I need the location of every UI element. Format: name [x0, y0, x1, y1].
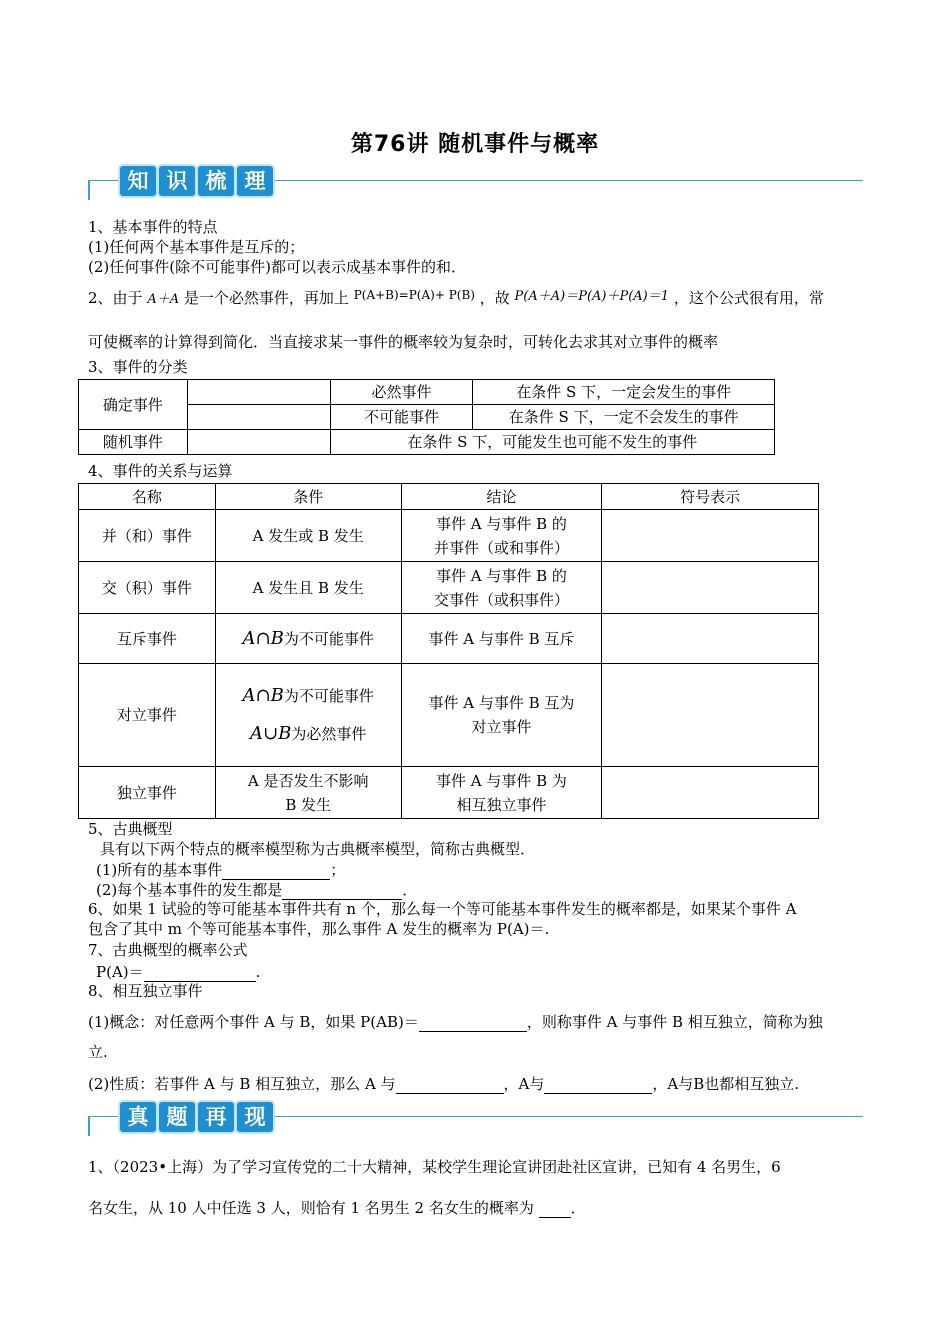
cell-line: 相互独立事件 — [456, 795, 547, 814]
p8-line — [88, 1073, 799, 1094]
header-cell: 符号表示 — [602, 484, 819, 510]
cell: 随机事件 — [79, 430, 188, 455]
cell: 互斥事件 — [79, 614, 216, 664]
section-rule-stub — [88, 1116, 90, 1136]
p8-heading: 8、相互独立事件 — [88, 982, 203, 1000]
cell — [602, 562, 819, 614]
cell: 对立事件 — [79, 664, 216, 767]
cell — [215, 614, 401, 664]
cell — [602, 664, 819, 767]
event-classification-table — [78, 379, 775, 455]
badge-char: 题 — [159, 1102, 195, 1132]
cell — [401, 510, 602, 562]
cell: 在条件 S 下，一定会发生的事件 — [473, 380, 775, 405]
p2-text: 2、由于 — [88, 289, 143, 307]
q1-text: ． — [570, 1199, 586, 1217]
cell — [401, 562, 602, 614]
badge-char: 再 — [198, 1102, 234, 1132]
cell — [602, 614, 819, 664]
q1-text: 名女生，从 10 人中任选 3 人，则恰有 1 名男生 2 名女生的概率为 — [88, 1199, 534, 1217]
cell: 不可能事件 — [330, 405, 473, 430]
header-cell: 结论 — [401, 484, 602, 510]
badge-char: 现 — [237, 1102, 273, 1132]
cell-text: 为必然事件 — [291, 725, 367, 743]
p2-line — [88, 285, 824, 310]
section-rule-stub — [88, 180, 90, 200]
p1-heading: 1、基本事件的特点 — [88, 218, 218, 236]
cell — [187, 405, 330, 430]
fill-blank — [144, 961, 256, 982]
p8-line — [88, 1011, 823, 1032]
p8-line: 立. — [88, 1043, 108, 1061]
cell-line: 对立事件 — [471, 718, 532, 736]
cell: 并（和）事件 — [79, 510, 216, 562]
cell — [401, 664, 602, 767]
p6-line: 6、如果 1 试验的等可能基本事件共有 n 个，那么每一个等可能基本事件发生的概率都是，如果某个事件 A — [88, 900, 797, 918]
cell — [215, 664, 401, 767]
p5-heading: 5、古典概型 — [88, 820, 173, 838]
cell: 确定事件 — [79, 380, 188, 430]
cell-line: 并事件（或和事件） — [433, 538, 569, 557]
p5-line — [96, 859, 345, 880]
cell-line: 交事件（或积事件） — [433, 590, 569, 609]
p5-text: ． — [402, 881, 418, 899]
p4-heading: 4、事件的关系与运算 — [88, 462, 233, 480]
p8-text: ，A与 — [503, 1075, 545, 1093]
cell-line: 事件 A 与事件 B 为 — [435, 771, 567, 790]
p2-line: 可使概率的计算得到简化．当直接求某一事件的概率较为复杂时，可转化去求其对立事件的概率 — [88, 333, 719, 351]
cell: 在条件 S 下，一定不会发生的事件 — [473, 405, 775, 430]
p8-text: ，则称事件 A 与事件 B 相互独立，简称为独 — [526, 1013, 823, 1031]
p7-text: P(A)＝ — [96, 963, 144, 981]
p3-heading: 3、事件的分类 — [88, 358, 188, 376]
p2-text: ，故 — [479, 289, 510, 307]
cell-line: 事件 A 与事件 B 的 — [435, 514, 567, 533]
cell — [187, 380, 330, 405]
badge-char: 知 — [120, 166, 156, 196]
p7-line — [96, 961, 260, 982]
fill-blank — [396, 1073, 504, 1094]
p2-text: ，这个公式很有用，常 — [673, 289, 824, 307]
formula-a-plus-abar: A＋A — [147, 292, 180, 307]
page-title: 第76讲 随机事件与概率 — [350, 132, 600, 157]
p6-line: 包含了其中 m 个等可能基本事件，那么事件 A 发生的概率为 P(A)＝. — [88, 920, 550, 938]
cell: 在条件 S 下，可能发生也可能不发生的事件 — [330, 430, 774, 455]
badge-char: 梳 — [198, 166, 234, 196]
section-badge-knowledge — [120, 166, 273, 196]
cell-text: 为不可能事件 — [283, 687, 374, 705]
event-relations-table — [78, 483, 819, 819]
p5-line — [96, 879, 417, 900]
badge-char: 识 — [159, 166, 195, 196]
formula-sum: P(A+B)=P(A)+ P(B) — [353, 288, 475, 302]
cell: A 发生且 B 发生 — [215, 562, 401, 614]
formula-total: P(A＋A)＝P(A)＋P(A)＝1 — [514, 289, 670, 304]
p5-text: ； — [330, 861, 346, 879]
fill-blank — [539, 1197, 571, 1218]
p2-text: 是一个必然事件，再加上 — [183, 289, 349, 307]
cell: A 发生或 B 发生 — [215, 510, 401, 562]
badge-char: 理 — [237, 166, 273, 196]
cell-line: 事件 A 与事件 B 互为 — [428, 694, 575, 712]
p8-text: (1)概念：对任意两个事件 A 与 B，如果 P(AB)＝ — [88, 1013, 419, 1031]
p5-text: (1)所有的基本事件 — [96, 861, 223, 879]
header-cell: 名称 — [79, 484, 216, 510]
fill-blank — [282, 879, 402, 900]
cell: 事件 A 与事件 B 互斥 — [401, 614, 602, 664]
cell — [215, 767, 401, 819]
p7-heading: 7、古典概型的概率公式 — [88, 941, 248, 959]
cell-line: B 发生 — [285, 795, 332, 814]
cell-line: 事件 A 与事件 B 的 — [435, 566, 567, 585]
cell: 交（积）事件 — [79, 562, 216, 614]
formula-union: A∪B — [250, 723, 292, 744]
fill-blank — [222, 859, 330, 880]
p5-text: (2)每个基本事件的发生都是 — [96, 881, 283, 899]
cell — [401, 767, 602, 819]
p8-text: (2)性质：若事件 A 与 B 相互独立，那么 A 与 — [88, 1075, 396, 1093]
cell — [187, 430, 330, 455]
fill-blank — [419, 1011, 527, 1032]
cell-line: A 是否发生不影响 — [247, 771, 369, 790]
cell — [602, 510, 819, 562]
cell: 独立事件 — [79, 767, 216, 819]
cell — [602, 767, 819, 819]
fill-blank — [544, 1073, 652, 1094]
header-cell: 条件 — [215, 484, 401, 510]
question-1-line — [88, 1197, 586, 1218]
p8-text: ，A与B也都相互独立. — [652, 1075, 800, 1093]
cell-text: 为不可能事件 — [283, 629, 374, 648]
question-1-line: 1、（2023•上海）为了学习宣传党的二十大精神，某校学生理论宣讲团赴社区宣讲，已知有 4 名男生，6 — [88, 1158, 781, 1176]
cell: 必然事件 — [330, 380, 473, 405]
p1-line: (1)任何两个基本事件是互斥的； — [88, 238, 305, 256]
badge-char: 真 — [120, 1102, 156, 1132]
p5-line: 具有以下两个特点的概率模型称为古典概率模型，简称古典概型． — [100, 840, 536, 858]
p7-text: . — [255, 963, 261, 981]
formula-intersection: A∩B — [242, 627, 284, 649]
formula-intersection: A∩B — [242, 685, 284, 706]
p1-line: (2)任何事件(除不可能事件)都可以表示成基本事件的和． — [88, 258, 466, 276]
section-badge-exam — [120, 1102, 273, 1132]
